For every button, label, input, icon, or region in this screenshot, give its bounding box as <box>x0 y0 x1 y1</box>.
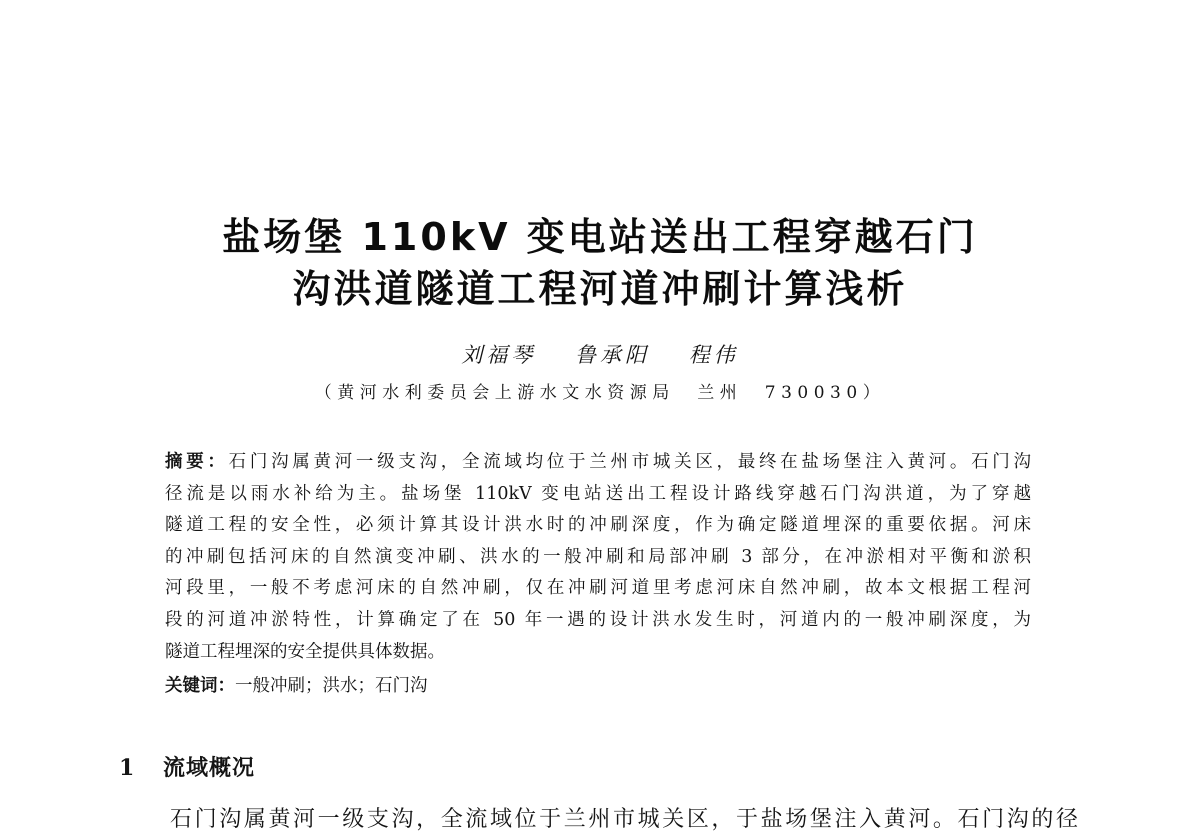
section-title: 流域概况 <box>163 756 256 781</box>
abstract-text: 石门沟属黄河一级支沟，全流域均位于兰州市城关区，最终在盐场堡注入黄河。石门沟 <box>228 452 1031 472</box>
body-paragraph <box>170 806 1078 834</box>
keywords-label: 关键词： <box>165 676 235 696</box>
affiliation: （黄河水利委员会上游水文水资源局 兰州 730030） <box>314 383 886 403</box>
abstract-line: 的冲刷包括河床的自然演变冲刷、洪水的一般冲刷和局部冲刷 3 部分，在冲淤相对平衡和淤积 <box>165 546 1031 567</box>
abstract-line: 河段里，一般不考虑河床的自然冲刷，仅在冲刷河道里考虑河床自然冲刷，故本文根据工程河 <box>165 578 1031 599</box>
author-name: 程伟 <box>688 343 739 367</box>
body-line: 石门沟属黄河一级支沟，全流域位于兰州市城关区，于盐场堡注入黄河。石门沟的径 <box>170 807 1078 832</box>
section-number: 1 <box>119 755 135 781</box>
abstract-label: 摘要： <box>165 452 229 472</box>
abstract <box>165 447 1031 668</box>
abstract-line: 隧道工程埋深的安全提供具体数据。 <box>165 641 445 662</box>
title-line: 盐场堡 110kV 变电站送出工程穿越石门 <box>222 215 978 259</box>
abstract-line: 隧道工程的安全性，必须计算其设计洪水时的冲刷深度，作为确定隧道埋深的重要依据。河床 <box>165 515 1031 536</box>
abstract-line: 段的河道冲淤特性，计算确定了在 50 年一遇的设计洪水发生时，河道内的一般冲刷深度，为 <box>165 609 1031 630</box>
abstract-line: 径流是以雨水补给为主。盐场堡 110kV 变电站送出工程设计路线穿越石门沟洪道，为了穿越 <box>165 483 1031 504</box>
keywords-text: 一般冲刷；洪水；石门沟 <box>235 676 428 696</box>
author-name: 刘福琴 <box>461 343 537 367</box>
paper-title <box>0 211 1200 315</box>
section-heading <box>119 754 255 783</box>
author-name: 鲁承阳 <box>575 343 650 367</box>
author-list <box>0 341 1200 369</box>
keywords <box>165 672 428 700</box>
abstract-line <box>165 447 1031 479</box>
title-line: 沟洪道隧道工程河道冲刷计算浅析 <box>292 267 908 311</box>
